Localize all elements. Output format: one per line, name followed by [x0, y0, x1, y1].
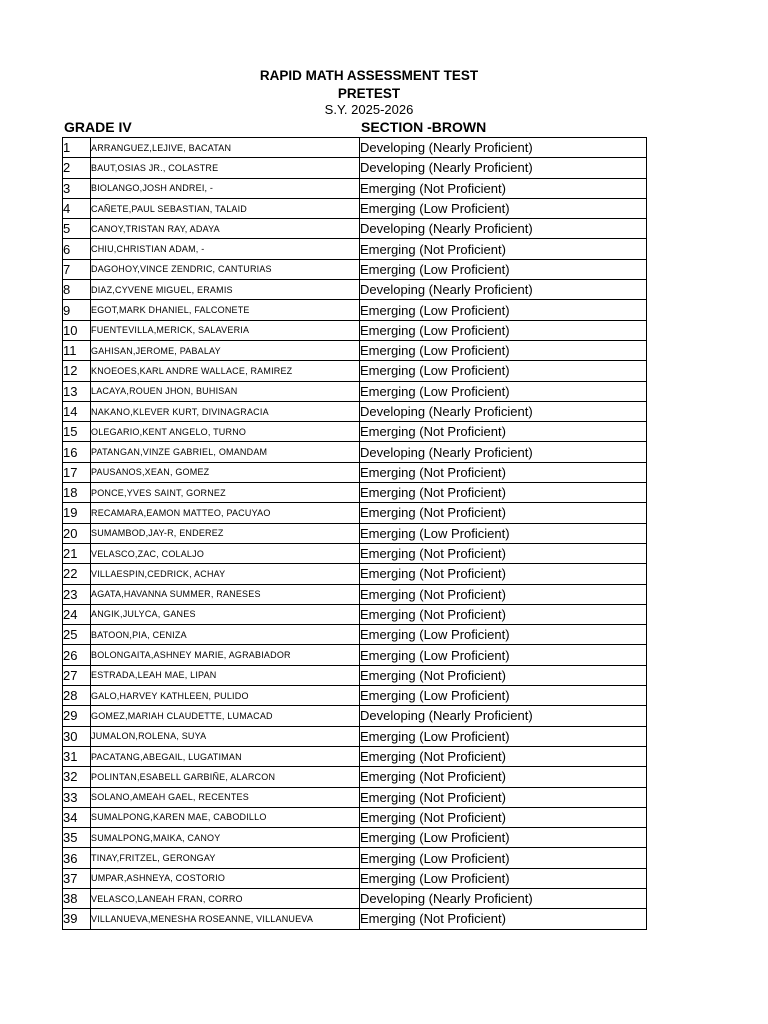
roster-body [63, 138, 647, 930]
table-row [63, 645, 647, 665]
student-name: JUMALON,ROLENA, SUYA [91, 726, 360, 746]
section-label: SECTION -BROWN [361, 119, 487, 135]
table-row [63, 442, 647, 462]
table-row [63, 361, 647, 381]
document-subtitle: PRETEST [337, 86, 401, 101]
row-number: 12 [63, 361, 91, 381]
table-row [63, 340, 647, 360]
student-name: BATOON,PIA, CENIZA [91, 625, 360, 645]
proficiency-status: Developing (Nearly Proficient) [360, 401, 647, 421]
proficiency-status: Emerging (Not Proficient) [360, 909, 647, 929]
table-row [63, 219, 647, 239]
student-name: SUMALPONG,MAIKA, CANOY [91, 828, 360, 848]
proficiency-status: Emerging (Low Proficient) [360, 361, 647, 381]
student-name: GOMEZ,MARIAH CLAUDETTE, LUMACAD [91, 706, 360, 726]
student-name: EGOT,MARK DHANIEL, FALCONETE [91, 300, 360, 320]
table-row [63, 543, 647, 563]
proficiency-status: Emerging (Not Proficient) [360, 178, 647, 198]
row-number: 1 [63, 138, 91, 158]
table-row [63, 604, 647, 624]
school-year: S.Y. 2025-2026 [324, 102, 414, 117]
student-name: PONCE,YVES SAINT, GORNEZ [91, 483, 360, 503]
table-row [63, 280, 647, 300]
proficiency-status: Developing (Nearly Proficient) [360, 888, 647, 908]
table-row [63, 767, 647, 787]
proficiency-status: Developing (Nearly Proficient) [360, 138, 647, 158]
proficiency-status: Emerging (Not Proficient) [360, 787, 647, 807]
student-name: POLINTAN,ESABELL GARBIÑE, ALARCON [91, 767, 360, 787]
row-number: 34 [63, 807, 91, 827]
table-row [63, 259, 647, 279]
proficiency-status: Emerging (Low Proficient) [360, 645, 647, 665]
table-row [63, 706, 647, 726]
proficiency-status: Developing (Nearly Proficient) [360, 706, 647, 726]
table-row [63, 787, 647, 807]
proficiency-status: Emerging (Not Proficient) [360, 543, 647, 563]
table-row [63, 239, 647, 259]
row-number: 17 [63, 462, 91, 482]
proficiency-status: Emerging (Not Proficient) [360, 665, 647, 685]
row-number: 3 [63, 178, 91, 198]
student-name: UMPAR,ASHNEYA, COSTORIO [91, 868, 360, 888]
row-number: 31 [63, 746, 91, 766]
student-name: ANGIK,JULYCA, GANES [91, 604, 360, 624]
student-name: LACAYA,ROUEN JHON, BUHISAN [91, 381, 360, 401]
proficiency-status: Emerging (Low Proficient) [360, 320, 647, 340]
table-row [63, 300, 647, 320]
student-name: VELASCO,ZAC, COLALJO [91, 543, 360, 563]
table-row [63, 746, 647, 766]
row-number: 19 [63, 503, 91, 523]
proficiency-status: Developing (Nearly Proficient) [360, 219, 647, 239]
student-name: TINAY,FRITZEL, GERONGAY [91, 848, 360, 868]
student-name: AGATA,HAVANNA SUMMER, RANESES [91, 584, 360, 604]
row-number: 13 [63, 381, 91, 401]
row-number: 27 [63, 665, 91, 685]
student-name: DIAZ,CYVENE MIGUEL, ERAMIS [91, 280, 360, 300]
row-number: 14 [63, 401, 91, 421]
student-name: SOLANO,AMEAH GAEL, RECENTES [91, 787, 360, 807]
table-row [63, 178, 647, 198]
proficiency-status: Emerging (Low Proficient) [360, 726, 647, 746]
student-name: DAGOHOY,VINCE ZENDRIC, CANTURIAS [91, 259, 360, 279]
row-number: 32 [63, 767, 91, 787]
row-number: 4 [63, 198, 91, 218]
table-row [63, 138, 647, 158]
document-title: RAPID MATH ASSESSMENT TEST [259, 68, 479, 83]
row-number: 15 [63, 422, 91, 442]
row-number: 36 [63, 848, 91, 868]
student-name: BAUT,OSIAS JR., COLASTRE [91, 158, 360, 178]
table-row [63, 848, 647, 868]
table-row [63, 381, 647, 401]
row-number: 38 [63, 888, 91, 908]
grade-label: GRADE IV [64, 119, 132, 135]
row-number: 20 [63, 523, 91, 543]
student-name: FUENTEVILLA,MERICK, SALAVERIA [91, 320, 360, 340]
row-number: 28 [63, 686, 91, 706]
student-name: VILLANUEVA,MENESHA ROSEANNE, VILLANUEVA [91, 909, 360, 929]
table-row [63, 422, 647, 442]
table-row [63, 198, 647, 218]
student-name: KNOEOES,KARL ANDRE WALLACE, RAMIREZ [91, 361, 360, 381]
proficiency-status: Emerging (Low Proficient) [360, 340, 647, 360]
proficiency-status: Developing (Nearly Proficient) [360, 158, 647, 178]
table-row [63, 503, 647, 523]
row-number: 21 [63, 543, 91, 563]
table-row [63, 320, 647, 340]
row-number: 23 [63, 584, 91, 604]
table-row [63, 828, 647, 848]
proficiency-status: Emerging (Not Proficient) [360, 746, 647, 766]
student-name: PATANGAN,VINZE GABRIEL, OMANDAM [91, 442, 360, 462]
proficiency-status: Emerging (Low Proficient) [360, 686, 647, 706]
proficiency-status: Emerging (Low Proficient) [360, 828, 647, 848]
proficiency-status: Emerging (Not Proficient) [360, 564, 647, 584]
student-name: VELASCO,LANEAH FRAN, CORRO [91, 888, 360, 908]
roster-table [62, 137, 647, 930]
table-row [63, 564, 647, 584]
proficiency-status: Emerging (Not Proficient) [360, 767, 647, 787]
row-number: 22 [63, 564, 91, 584]
row-number: 11 [63, 340, 91, 360]
proficiency-status: Emerging (Low Proficient) [360, 198, 647, 218]
proficiency-status: Emerging (Low Proficient) [360, 259, 647, 279]
row-number: 30 [63, 726, 91, 746]
student-name: NAKANO,KLEVER KURT, DIVINAGRACIA [91, 401, 360, 421]
row-number: 24 [63, 604, 91, 624]
row-number: 6 [63, 239, 91, 259]
student-name: ARRANGUEZ,LEJIVE, BACATAN [91, 138, 360, 158]
student-name: OLEGARIO,KENT ANGELO, TURNO [91, 422, 360, 442]
proficiency-status: Emerging (Not Proficient) [360, 584, 647, 604]
row-number: 18 [63, 483, 91, 503]
proficiency-status: Emerging (Low Proficient) [360, 848, 647, 868]
student-name: CANOY,TRISTAN RAY, ADAYA [91, 219, 360, 239]
row-number: 25 [63, 625, 91, 645]
table-row [63, 665, 647, 685]
table-row [63, 807, 647, 827]
proficiency-status: Emerging (Low Proficient) [360, 523, 647, 543]
proficiency-status: Emerging (Low Proficient) [360, 381, 647, 401]
proficiency-status: Emerging (Not Proficient) [360, 239, 647, 259]
student-name: CHIU,CHRISTIAN ADAM, - [91, 239, 360, 259]
row-number: 39 [63, 909, 91, 929]
table-row [63, 523, 647, 543]
proficiency-status: Emerging (Not Proficient) [360, 483, 647, 503]
row-number: 5 [63, 219, 91, 239]
student-name: RECAMARA,EAMON MATTEO, PACUYAO [91, 503, 360, 523]
row-number: 33 [63, 787, 91, 807]
table-row [63, 584, 647, 604]
table-row [63, 462, 647, 482]
proficiency-status: Emerging (Not Proficient) [360, 422, 647, 442]
proficiency-status: Emerging (Not Proficient) [360, 807, 647, 827]
proficiency-status: Emerging (Not Proficient) [360, 462, 647, 482]
student-name: GAHISAN,JEROME, PABALAY [91, 340, 360, 360]
table-row [63, 726, 647, 746]
table-row [63, 158, 647, 178]
student-name: BOLONGAITA,ASHNEY MARIE, AGRABIADOR [91, 645, 360, 665]
student-name: SUMALPONG,KAREN MAE, CABODILLO [91, 807, 360, 827]
row-number: 37 [63, 868, 91, 888]
student-name: VILLAESPIN,CEDRICK, ACHAY [91, 564, 360, 584]
student-name: ESTRADA,LEAH MAE, LIPAN [91, 665, 360, 685]
table-row [63, 888, 647, 908]
table-row [63, 686, 647, 706]
proficiency-status: Emerging (Not Proficient) [360, 503, 647, 523]
student-name: GALO,HARVEY KATHLEEN, PULIDO [91, 686, 360, 706]
proficiency-status: Emerging (Low Proficient) [360, 625, 647, 645]
row-number: 8 [63, 280, 91, 300]
row-number: 26 [63, 645, 91, 665]
row-number: 2 [63, 158, 91, 178]
student-name: CAÑETE,PAUL SEBASTIAN, TALAID [91, 198, 360, 218]
table-row [63, 909, 647, 929]
table-row [63, 868, 647, 888]
student-name: SUMAMBOD,JAY-R, ENDEREZ [91, 523, 360, 543]
table-row [63, 401, 647, 421]
proficiency-status: Emerging (Not Proficient) [360, 604, 647, 624]
table-row [63, 625, 647, 645]
row-number: 16 [63, 442, 91, 462]
student-name: PACATANG,ABEGAIL, LUGATIMAN [91, 746, 360, 766]
proficiency-status: Developing (Nearly Proficient) [360, 442, 647, 462]
row-number: 10 [63, 320, 91, 340]
student-name: BIOLANGO,JOSH ANDREI, - [91, 178, 360, 198]
row-number: 7 [63, 259, 91, 279]
row-number: 29 [63, 706, 91, 726]
table-row [63, 483, 647, 503]
student-name: PAUSANOS,XEAN, GOMEZ [91, 462, 360, 482]
proficiency-status: Developing (Nearly Proficient) [360, 280, 647, 300]
proficiency-status: Emerging (Low Proficient) [360, 300, 647, 320]
row-number: 9 [63, 300, 91, 320]
row-number: 35 [63, 828, 91, 848]
proficiency-status: Emerging (Low Proficient) [360, 868, 647, 888]
